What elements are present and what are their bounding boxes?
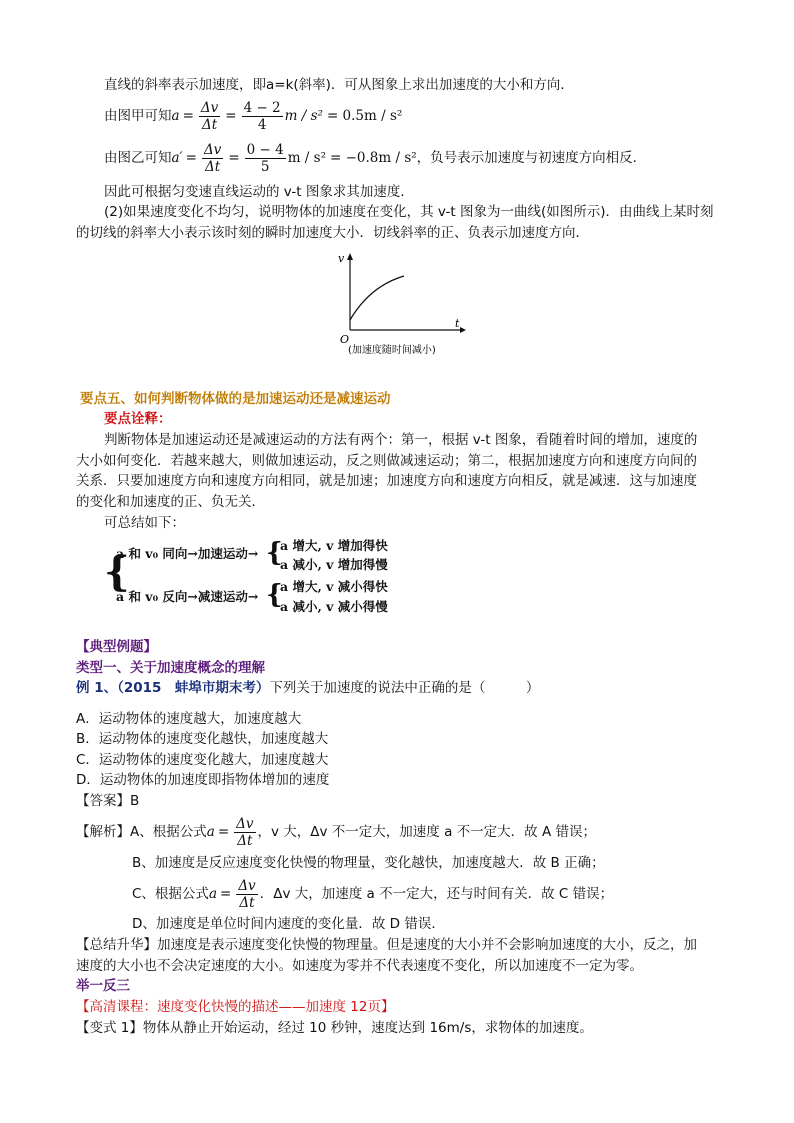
fraction-denominator: Δt xyxy=(205,158,221,175)
summary-label: 【总结升华】 xyxy=(76,937,157,953)
option-d: D．运动物体的加速度即指物体增加的速度 xyxy=(76,772,330,788)
analysis-text: ，v 大，Δv 不一定大，加速度 a 不一定大．故 A 错误； xyxy=(257,824,596,840)
text-line: 判断物体是加速运动还是减速运动的方法有两个：第一，根据 v-t 图象，看随着时间的增加，速度的 xyxy=(104,432,698,448)
formula-symbol: a xyxy=(208,886,217,902)
fraction-denominator: 4 xyxy=(257,116,267,133)
v-axis-arrow xyxy=(347,253,353,260)
text-line: 大小如何变化．若越来越大，则做加速运动，反之则做减速运动；第二，根据加速度方向和速度方向间的 xyxy=(76,453,697,469)
formula-suffix: ，负号表示加速度与初速度方向相反． xyxy=(416,150,647,166)
graph-caption: (加速度随时间减小) xyxy=(348,345,436,356)
option-a: A．运动物体的速度越大，加速度越大 xyxy=(76,711,302,727)
fraction xyxy=(202,142,223,175)
examples-title: 【典型例题】 xyxy=(76,639,157,655)
vt-graph xyxy=(332,250,472,360)
option-b: B．运动物体的速度变化越快，加速度越大 xyxy=(76,731,329,747)
example-question xyxy=(76,679,539,697)
text-line: (2)如果速度变化不均匀，说明物体的加速度在变化，其 v-t 图象为一曲线(如图所示)．由曲线上某时刻 xyxy=(104,204,714,220)
summary-item: a 增大, v 减小得快 xyxy=(280,579,388,594)
equals-sign: = xyxy=(228,150,240,166)
fraction-numerator: 0 − 4 xyxy=(246,141,284,158)
fraction xyxy=(234,816,255,849)
summary-row: a 和 v₀ 反向→减速运动→ xyxy=(116,589,259,604)
text-line: 的变化和加速度的正、负无关． xyxy=(76,494,265,510)
variant-label: 【变式 1】 xyxy=(76,1020,143,1036)
text-line: 关系．只要加速度方向和速度方向相同，就是加速；加速度方向和速度方向相反，就是减速．这与加速度 xyxy=(76,473,697,489)
unit: m / s² xyxy=(287,150,326,166)
summary-diagram xyxy=(104,534,404,614)
velocity-curve xyxy=(350,276,404,320)
juyi-title: 举一反三 xyxy=(76,978,130,994)
equals-sign: = xyxy=(182,108,194,124)
equals-sign: = xyxy=(185,150,197,166)
formula-line xyxy=(104,96,402,136)
fraction-numerator: Δv xyxy=(236,815,254,832)
section-subtitle: 要点诠释： xyxy=(104,411,172,427)
formula-prefix: 由图甲可知 xyxy=(104,108,172,124)
analysis-text: ．Δv 大，加速度 a 不一定大，还与时间有关．故 C 错误； xyxy=(259,886,614,902)
example-label: 例 1、（2015 蚌埠市期末考） xyxy=(76,680,270,696)
analysis-text: A、根据公式 xyxy=(130,824,207,840)
section-title: 要点五、如何判断物体做的是加速运动还是减速运动 xyxy=(80,391,391,407)
summary-para xyxy=(76,936,697,954)
fraction-denominator: Δt xyxy=(237,832,253,849)
formula-symbol: a xyxy=(171,108,180,124)
origin-label: O xyxy=(340,333,350,346)
v-axis-label: v xyxy=(338,252,345,265)
formula-symbol: a xyxy=(206,824,215,840)
variant-text: 物体从静止开始运动，经过 10 秒钟，速度达到 16m/s，求物体的加速度。 xyxy=(142,1020,593,1036)
analysis-line: B、加速度是反应速度变化快慢的物理量，变化越快，加速度越大．故 B 正确； xyxy=(132,855,605,871)
analysis-line xyxy=(76,812,596,852)
equals-sign: = xyxy=(225,108,237,124)
formula-result: = −0.8m / s² xyxy=(330,150,417,166)
text-line: 的切线的斜率大小表示该时刻的瞬时加速度大小．切线斜率的正、负表示加速度方向． xyxy=(76,225,589,241)
answer: 【答案】B xyxy=(76,793,140,809)
formula-prefix: 由图乙可知 xyxy=(104,150,172,166)
analysis-line xyxy=(132,874,613,914)
formula-symbol: a′ xyxy=(171,150,183,166)
fraction-numerator: 4 − 2 xyxy=(243,99,281,116)
summary-item: a 减小, v 增加得慢 xyxy=(280,557,388,572)
analysis-label: 【解析】 xyxy=(76,824,130,840)
unit: m / s² xyxy=(284,108,323,124)
formula-result: = 0.5m / s² xyxy=(326,108,403,124)
inner-brace: { xyxy=(266,580,283,610)
equals-sign: = xyxy=(220,886,232,902)
fraction xyxy=(242,100,283,133)
fraction-denominator: 5 xyxy=(260,158,270,175)
formula-line xyxy=(104,138,646,178)
summary-item: a 增大, v 增加得快 xyxy=(280,538,388,553)
fraction-denominator: Δt xyxy=(239,894,255,911)
fraction-numerator: Δv xyxy=(238,877,256,894)
fraction xyxy=(245,142,286,175)
text-line: 可总结如下： xyxy=(104,515,185,531)
text-line: 因此可根据匀变速直线运动的 v-t 图象求其加速度． xyxy=(104,184,414,200)
fraction xyxy=(236,878,257,911)
equals-sign: = xyxy=(217,824,230,840)
type-title: 类型一、关于加速度概念的理解 xyxy=(76,660,265,676)
summary-row: a 和 v₀ 同向→加速运动→ xyxy=(116,546,259,561)
fraction-numerator: Δv xyxy=(200,99,219,116)
text-line: 直线的斜率表示加速度，即a=k(斜率)．可从图象上求出加速度的大小和方向． xyxy=(104,77,574,93)
outer-brace: { xyxy=(104,548,130,595)
inner-brace: { xyxy=(266,538,283,568)
summary-text: 加速度是表示速度变化快慢的物理量。但是速度的大小并不会影响加速度的大小，反之，加 xyxy=(157,937,697,953)
summary-item: a 减小, v 减小得慢 xyxy=(280,599,388,614)
analysis-text: C、根据公式 xyxy=(132,886,209,902)
example-text: 下列关于加速度的说法中正确的是（ ） xyxy=(269,680,540,696)
option-c: C．运动物体的速度变化越大，加速度越大 xyxy=(76,752,329,768)
course-ref: 【高清课程：速度变化快慢的描述——加速度 12页】 xyxy=(76,999,395,1015)
fraction-denominator: Δt xyxy=(201,116,218,133)
summary-para: 速度的大小也不会决定速度的大小。如速度为零并不代表速度不变化，所以加速度不一定为零。 xyxy=(76,958,643,974)
t-axis-arrow xyxy=(460,327,466,333)
t-axis-label: t xyxy=(455,317,460,330)
variant-question xyxy=(76,1019,593,1037)
fraction xyxy=(199,100,220,133)
fraction-numerator: Δv xyxy=(203,141,222,158)
analysis-line: D、加速度是单位时间内速度的变化量．故 D 错误． xyxy=(132,916,445,932)
